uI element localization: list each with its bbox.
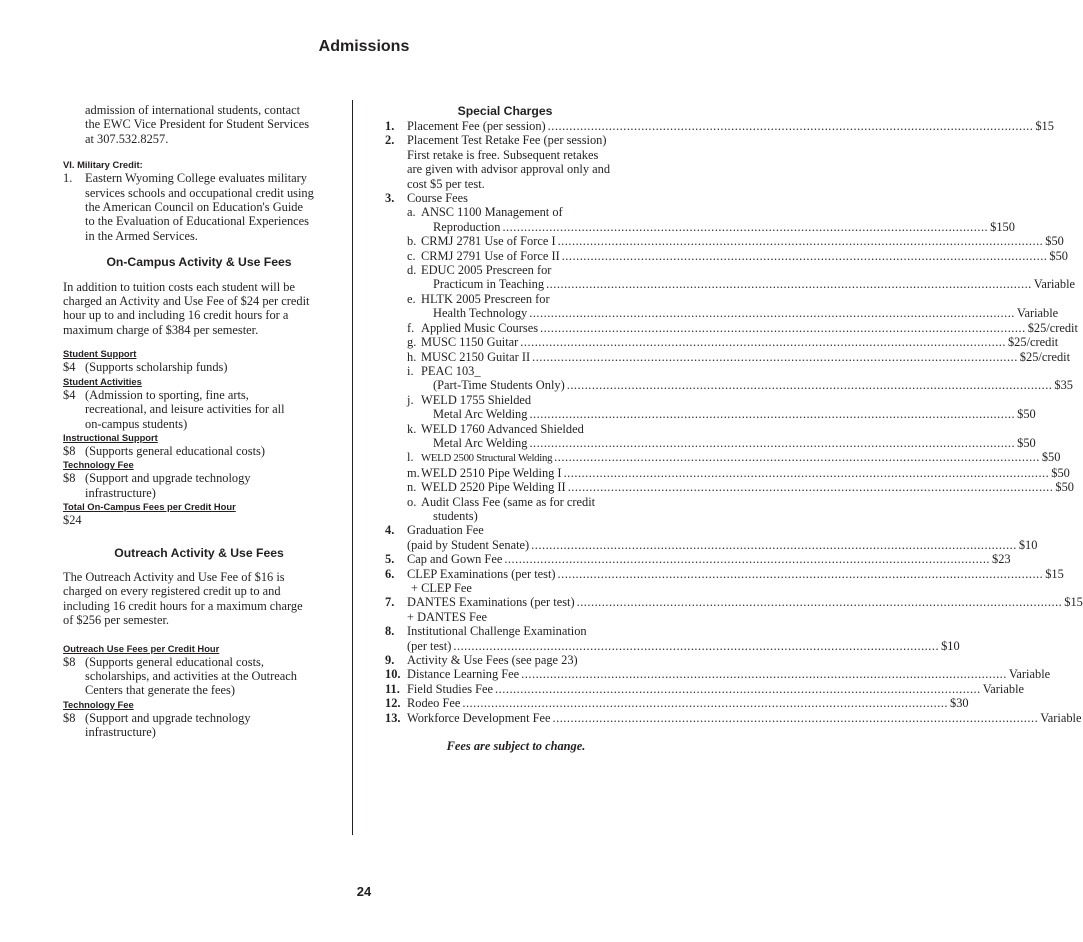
dot-leader bbox=[529, 407, 1015, 421]
course-text: WELD 2510 Pipe Welding I bbox=[421, 465, 562, 480]
text-line: Centers that generate the fees) bbox=[85, 683, 235, 698]
text-line: (Support and upgrade technology bbox=[85, 710, 251, 725]
fee-label: Technology Fee bbox=[63, 698, 134, 710]
charge-text: Cap and Gown Fee bbox=[407, 552, 503, 567]
item-number: 1. bbox=[385, 119, 395, 133]
dot-leader bbox=[548, 119, 1034, 133]
text-line: on-campus students) bbox=[85, 416, 188, 431]
left-column bbox=[63, 103, 335, 740]
charge-text: DANTES Examinations (per test) bbox=[407, 595, 575, 610]
charge-text: Placement Test Retake Fee (per session) bbox=[407, 133, 607, 148]
outreach-fee-list bbox=[63, 642, 335, 740]
course-fee-item bbox=[385, 450, 1061, 465]
sub-letter: i. bbox=[407, 363, 414, 378]
fees-note: Fees are subject to change. bbox=[446, 739, 586, 754]
course-text: (Part-Time Students Only) bbox=[433, 378, 565, 393]
column-divider bbox=[352, 100, 353, 835]
sub-letter: d. bbox=[407, 263, 417, 278]
text-line: (Supports general educational costs) bbox=[85, 443, 265, 458]
fee-item bbox=[63, 471, 335, 500]
text-line: (Support and upgrade technology bbox=[85, 471, 251, 486]
charge-amount: Variable bbox=[1008, 667, 1051, 682]
course-fee-item bbox=[385, 480, 1074, 495]
dot-leader bbox=[532, 350, 1018, 364]
item-number: 5. bbox=[385, 552, 395, 567]
course-text: Practicum in Teaching bbox=[433, 277, 545, 292]
dot-leader bbox=[520, 335, 1006, 349]
course-text: students) bbox=[433, 508, 478, 523]
charge-item bbox=[385, 133, 625, 191]
sub-letter: o. bbox=[407, 494, 417, 509]
charge-item bbox=[385, 653, 625, 667]
charge-text: Rodeo Fee bbox=[407, 696, 461, 711]
fee-label: Technology Fee bbox=[63, 459, 134, 471]
course-amount: $50 bbox=[1017, 407, 1036, 422]
course-text: MUSC 2150 Guitar II bbox=[421, 349, 531, 364]
item-number: 11. bbox=[385, 681, 400, 696]
charge-text: + CLEP Fee bbox=[411, 581, 472, 595]
dot-leader bbox=[529, 436, 1015, 450]
fee-item bbox=[63, 655, 335, 698]
military-credit-item bbox=[63, 171, 335, 243]
course-text: PEAC 103_ bbox=[421, 363, 481, 378]
fee-item bbox=[63, 444, 335, 458]
course-text: Metal Arc Welding bbox=[433, 407, 528, 422]
list-marker: 1. bbox=[63, 171, 73, 186]
sub-letter: l. bbox=[407, 450, 414, 465]
charge-item bbox=[385, 667, 1051, 682]
dot-leader bbox=[558, 567, 1044, 581]
item-number: 9. bbox=[385, 653, 395, 668]
text-line: services schools and occupational credit using bbox=[85, 185, 314, 200]
course-fee-item bbox=[385, 263, 1076, 292]
dot-leader bbox=[521, 667, 1007, 681]
text-line: charged on every registered credit up to and bbox=[63, 584, 281, 599]
page-number: 24 bbox=[356, 884, 372, 899]
course-fee-item bbox=[385, 205, 1015, 234]
course-text: Health Technology bbox=[433, 306, 528, 321]
sub-letter: c. bbox=[407, 248, 416, 263]
course-fee-item bbox=[385, 421, 1036, 451]
course-text: WELD 1760 Advanced Shielded bbox=[421, 421, 584, 436]
dot-leader bbox=[558, 234, 1044, 248]
charge-text: (per test) bbox=[407, 638, 452, 653]
course-fee-item bbox=[385, 335, 1059, 350]
fee-item bbox=[63, 360, 335, 374]
dot-leader bbox=[546, 277, 1032, 291]
charge-item bbox=[385, 624, 960, 653]
text-line: hour up to and including 16 credit hours for a bbox=[63, 308, 289, 323]
oncampus-heading: On-Campus Activity & Use Fees bbox=[106, 255, 292, 270]
course-text: WELD 2500 Structural Welding bbox=[421, 452, 553, 465]
text-line: (Supports general educational costs, bbox=[85, 654, 264, 669]
charge-item bbox=[385, 523, 1038, 552]
item-number: 2. bbox=[385, 133, 395, 148]
course-amount: $150 bbox=[990, 219, 1015, 234]
text-line: charged an Activity and Use Fee of $24 per credit bbox=[63, 294, 310, 309]
course-amount: $50 bbox=[1045, 234, 1064, 249]
charge-text: CLEP Examinations (per test) bbox=[407, 566, 556, 581]
course-fee-item bbox=[385, 349, 1071, 364]
text-line: the American Council on Education's Guide bbox=[85, 200, 303, 215]
fee-label: Student Support bbox=[63, 348, 137, 360]
text-line: maximum charge of $384 per semester. bbox=[63, 322, 259, 337]
charge-text: Course Fees bbox=[407, 191, 468, 206]
course-text: Metal Arc Welding bbox=[433, 435, 528, 450]
course-fee-item bbox=[385, 320, 1078, 335]
course-amount: $50 bbox=[1051, 465, 1070, 480]
charge-item bbox=[385, 566, 1064, 596]
dot-leader bbox=[495, 682, 981, 696]
sub-letter: f. bbox=[407, 320, 415, 335]
charge-text: Activity & Use Fees (see page 23) bbox=[407, 653, 578, 668]
course-fee-item bbox=[385, 291, 1059, 321]
fee-amount: $8 bbox=[63, 443, 76, 458]
text-line: infrastructure) bbox=[85, 485, 156, 500]
item-number: 12. bbox=[385, 696, 401, 711]
dot-leader bbox=[554, 450, 1040, 464]
text-line: (Supports scholarship funds) bbox=[85, 360, 228, 375]
oncampus-paragraph bbox=[63, 280, 335, 338]
text-line: The Outreach Activity and Use Fee of $16 is bbox=[63, 569, 285, 584]
text-line: Eastern Wyoming College evaluates military bbox=[85, 171, 307, 186]
sub-letter: h. bbox=[407, 349, 417, 364]
charge-amount: $15 bbox=[1064, 595, 1083, 610]
course-text: ANSC 1100 Management of bbox=[421, 205, 563, 220]
charge-amount: Variable bbox=[982, 681, 1025, 696]
fee-amount: $4 bbox=[63, 360, 76, 375]
dot-leader bbox=[531, 538, 1017, 552]
charge-item bbox=[385, 696, 969, 711]
text-line: including 16 credit hours for a maximum charge bbox=[63, 598, 303, 613]
special-charges-heading: Special Charges bbox=[457, 104, 553, 118]
dot-leader bbox=[562, 249, 1048, 263]
outreach-paragraph bbox=[63, 570, 335, 628]
course-text: WELD 1755 Shielded bbox=[421, 392, 532, 407]
text-line: cost $5 per test. bbox=[407, 176, 485, 191]
sub-letter: m. bbox=[407, 465, 420, 480]
sub-letter: e. bbox=[407, 291, 416, 306]
fee-label: Outreach Use Fees per Credit Hour bbox=[63, 642, 220, 654]
course-text: HLTK 2005 Prescreen for bbox=[421, 291, 550, 306]
fee-amount: $4 bbox=[63, 387, 76, 402]
course-text: Applied Music Courses bbox=[421, 320, 539, 335]
course-fee-item bbox=[385, 465, 1070, 480]
course-amount: Variable bbox=[1016, 306, 1059, 321]
dot-leader bbox=[502, 220, 988, 234]
item-number: 10. bbox=[385, 667, 401, 682]
course-text: WELD 2520 Pipe Welding II bbox=[421, 480, 566, 495]
text-line: In addition to tuition costs each student will be bbox=[63, 279, 295, 294]
course-amount: $50 bbox=[1017, 435, 1036, 450]
fee-label: Student Activities bbox=[63, 375, 142, 387]
dot-leader bbox=[577, 595, 1063, 609]
charge-text: + DANTES Fee bbox=[407, 609, 487, 624]
intro-paragraph bbox=[63, 103, 335, 146]
right-column bbox=[385, 104, 1083, 754]
charge-text: Field Studies Fee bbox=[407, 681, 494, 696]
text-line: infrastructure) bbox=[85, 725, 156, 740]
total-fee-label: Total On-Campus Fees per Credit Hour bbox=[63, 501, 236, 513]
sub-letter: k. bbox=[407, 421, 417, 436]
course-amount: $35 bbox=[1054, 378, 1073, 393]
fee-label: Instructional Support bbox=[63, 431, 158, 443]
total-fee-value: $24 bbox=[63, 513, 82, 528]
course-amount: $50 bbox=[1041, 450, 1061, 465]
course-fee-item bbox=[385, 392, 1036, 422]
charge-amount: $10 bbox=[1018, 537, 1038, 552]
sub-letter: n. bbox=[407, 480, 417, 495]
fee-amount: $8 bbox=[63, 654, 76, 669]
charge-amount: $15 bbox=[1035, 119, 1054, 133]
text-line: the EWC Vice President for Student Services bbox=[85, 117, 310, 132]
charge-text: Graduation Fee bbox=[407, 523, 484, 538]
course-amount: $50 bbox=[1049, 248, 1068, 263]
course-amount: $50 bbox=[1055, 480, 1074, 495]
text-line: to the Evaluation of Educational Experiences bbox=[85, 214, 309, 229]
course-fee-item bbox=[385, 234, 1064, 249]
fee-amount: $8 bbox=[63, 471, 76, 486]
course-amount: Variable bbox=[1033, 277, 1076, 292]
dot-leader bbox=[564, 466, 1050, 480]
charge-amount: $15 bbox=[1045, 566, 1064, 581]
charge-item bbox=[385, 681, 1025, 696]
item-number: 4. bbox=[385, 523, 395, 538]
charge-item bbox=[385, 191, 625, 205]
dot-leader bbox=[540, 321, 1026, 335]
charge-item bbox=[385, 552, 1011, 567]
charge-amount: $30 bbox=[950, 696, 969, 711]
charge-text: Placement Fee (per session) bbox=[407, 119, 546, 133]
sub-letter: g. bbox=[407, 335, 417, 350]
page-title: Admissions bbox=[318, 38, 410, 55]
charge-text: Institutional Challenge Examination bbox=[407, 624, 587, 639]
dot-leader bbox=[568, 480, 1054, 494]
dot-leader bbox=[529, 306, 1015, 320]
course-amount: $25/credit bbox=[1027, 320, 1078, 335]
course-text: Reproduction bbox=[433, 219, 501, 234]
charge-item bbox=[385, 595, 1083, 624]
dot-leader bbox=[567, 378, 1053, 392]
dot-leader bbox=[553, 711, 1039, 725]
course-text: CRMJ 2791 Use of Force II bbox=[421, 248, 560, 263]
charge-amount: $10 bbox=[941, 638, 960, 653]
sub-letter: a. bbox=[407, 205, 416, 220]
oncampus-fee-list bbox=[63, 347, 335, 527]
text-line: recreational, and leisure activities for all bbox=[85, 402, 285, 417]
text-line: of $256 per semester. bbox=[63, 613, 169, 628]
dot-leader bbox=[504, 552, 990, 566]
dot-leader bbox=[453, 639, 939, 653]
charge-text: Workforce Development Fee bbox=[407, 710, 551, 725]
course-fee-item bbox=[385, 363, 1073, 393]
course-fee-item bbox=[385, 248, 1068, 263]
text-line: admission of international students, contact bbox=[85, 103, 301, 117]
text-line: (Admission to sporting, fine arts, bbox=[85, 387, 249, 402]
text-line: at 307.532.8257. bbox=[85, 131, 169, 146]
item-number: 3. bbox=[385, 191, 395, 206]
text-line: in the Armed Services. bbox=[85, 228, 198, 243]
text-line: First retake is free. Subsequent retakes bbox=[407, 147, 599, 162]
military-credit-label: VI. Military Credit: bbox=[63, 159, 143, 171]
item-number: 8. bbox=[385, 624, 395, 639]
charge-text: Distance Learning Fee bbox=[407, 667, 520, 682]
outreach-heading: Outreach Activity & Use Fees bbox=[114, 545, 284, 560]
item-number: 13. bbox=[385, 710, 401, 725]
charge-amount: $23 bbox=[992, 552, 1011, 567]
course-text: Audit Class Fee (same as for credit bbox=[421, 494, 596, 509]
charge-item bbox=[385, 710, 1082, 725]
text-line: scholarships, and activities at the Outreach bbox=[85, 668, 297, 683]
course-text: MUSC 1150 Guitar bbox=[421, 335, 519, 350]
course-text: EDUC 2005 Prescreen for bbox=[421, 263, 552, 278]
fee-item bbox=[63, 711, 335, 740]
item-number: 7. bbox=[385, 595, 395, 610]
course-amount: $25/credit bbox=[1019, 349, 1071, 364]
dot-leader bbox=[462, 696, 948, 710]
fee-item bbox=[63, 388, 335, 431]
charge-amount: Variable bbox=[1040, 710, 1082, 725]
text-line: are given with advisor approval only and bbox=[407, 162, 611, 177]
course-fee-item bbox=[385, 495, 625, 524]
item-number: 6. bbox=[385, 566, 395, 581]
course-amount: $25/credit bbox=[1007, 335, 1059, 350]
course-text: CRMJ 2781 Use of Force I bbox=[421, 234, 556, 249]
sub-letter: j. bbox=[407, 392, 414, 407]
sub-letter: b. bbox=[407, 234, 417, 249]
fee-amount: $8 bbox=[63, 710, 76, 725]
charge-text: (paid by Student Senate) bbox=[407, 537, 530, 552]
charge-item bbox=[385, 119, 1054, 133]
